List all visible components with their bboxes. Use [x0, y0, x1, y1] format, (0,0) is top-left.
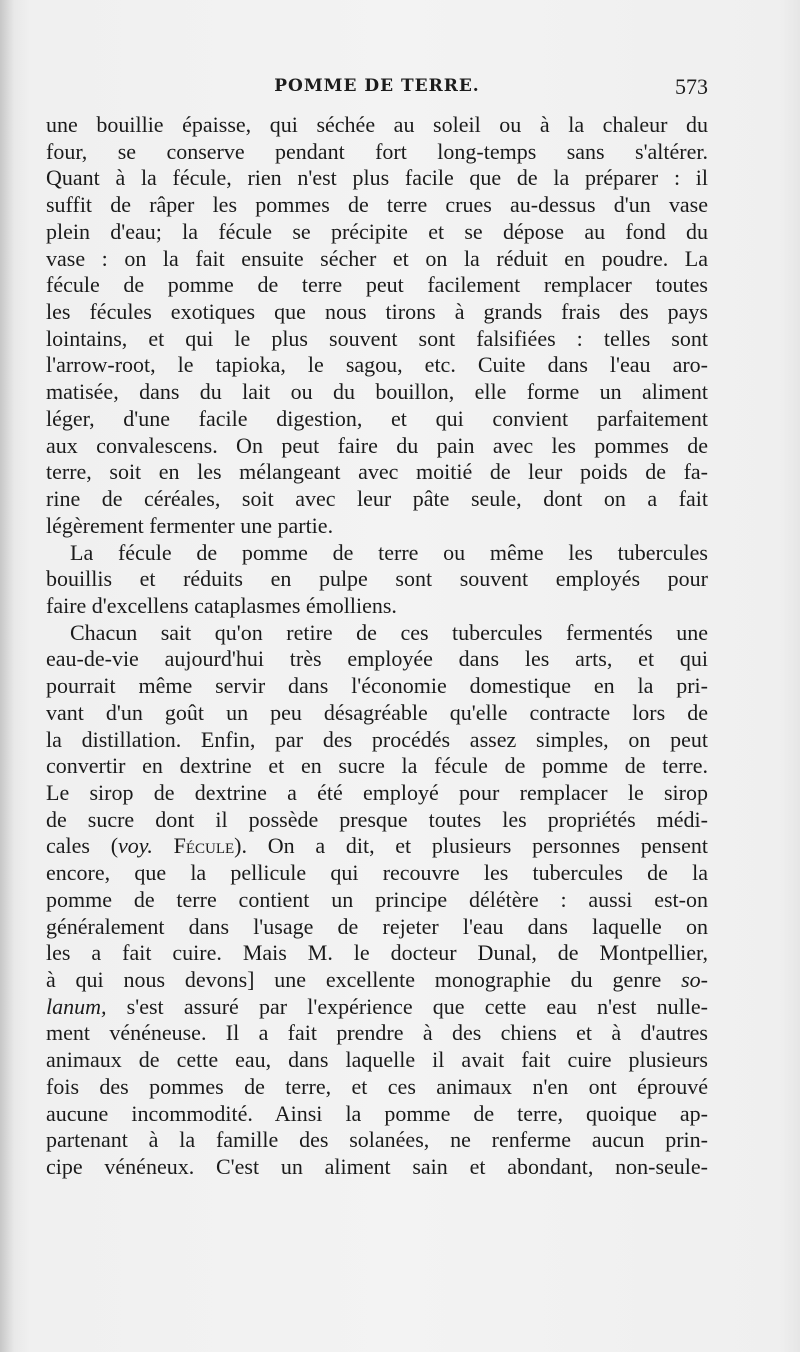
page-header	[46, 76, 708, 104]
text-line: aucune incommodité. Ainsi la pomme de terre, quoique ap-	[46, 1100, 708, 1126]
text-line: de sucre dont il possède presque toutes les propriétés médi-	[46, 806, 708, 832]
text-line: fois des pommes de terre, et ces animaux n'en ont éprouvé	[46, 1073, 708, 1099]
text-fragment: s'est assuré par l'expérience que cette eau n'est nulle-	[106, 993, 708, 1019]
text-line: les a fait cuire. Mais M. le docteur Dunal, de Montpellier,	[46, 940, 708, 966]
text-line: la distillation. Enfin, par des procédés assez simples, on peut	[46, 726, 708, 752]
text-line: animaux de cette eau, dans laquelle il avait fait cuire plusieurs	[46, 1047, 708, 1073]
text-line: généralement dans l'usage de rejeter l'eau dans laquelle on	[46, 913, 708, 939]
text-line: suffit de râper les pommes de terre crues au-dessus d'un vase	[46, 192, 708, 218]
text-line: les fécules exotiques que nous tirons à grands frais des pays	[46, 299, 708, 325]
running-head: POMME DE TERRE.	[274, 76, 480, 96]
text-line-with-italic	[46, 967, 708, 994]
text-line: rine de céréales, soit avec leur pâte seule, dont on a fait	[46, 486, 708, 512]
text-line: pourrait même servir dans l'économie domestique en la pri-	[46, 673, 708, 699]
text-fragment: cales (	[46, 833, 119, 859]
text-line: matisée, dans du lait ou du bouillon, elle forme un aliment	[46, 379, 708, 405]
text-line: faire d'excellens cataplasmes émolliens.	[46, 592, 397, 618]
body-text	[46, 112, 708, 1181]
text-line: Le sirop de dextrine a été employé pour remplacer le sirop	[46, 779, 708, 805]
text-line: bouillis et réduits en pulpe sont souvent employés pour	[46, 566, 708, 592]
text-line: léger, d'une facile digestion, et qui convient parfaitement	[46, 405, 708, 431]
text-line: convertir en dextrine et en sucre la fécule de pomme de terre.	[46, 753, 708, 779]
text-line: eau-de-vie aujourd'hui très employée dans les arts, et qui	[46, 646, 708, 672]
paragraph-first-line: La fécule de pomme de terre ou même les tubercules	[70, 539, 708, 565]
text-line: lointains, et qui le plus souvent sont falsifiées : telles sont	[46, 325, 708, 351]
text-line: partenant à la famille des solanées, ne renferme aucun prin-	[46, 1127, 708, 1153]
cross-reference: Fécule	[173, 833, 235, 859]
text-fragment: à qui nous devons] une excellente monographie du genre	[46, 967, 682, 992]
text-line: aux convalescens. On peut faire du pain avec les pommes de	[46, 432, 708, 458]
text-fragment: ). On a dit, et plusieurs personnes pensent	[234, 833, 708, 859]
text-line: plein d'eau; la fécule se précipite et se dépose au fond du	[46, 218, 708, 244]
text-line: vant d'un goût un peu désagréable qu'elle contracte lors de	[46, 699, 708, 725]
italic-genus: lanum,	[46, 993, 107, 1019]
paragraph-first-line: Chacun sait qu'on retire de ces tubercules fermentés une	[70, 619, 708, 645]
text-line: four, se conserve pendant fort long-temps sans s'altérer.	[46, 138, 708, 164]
text-line: fécule de pomme de terre peut facilement remplacer toutes	[46, 272, 708, 298]
text-line-with-italic	[46, 994, 708, 1021]
italic-genus: so-	[681, 967, 708, 992]
text-line: ment vénéneuse. Il a fait prendre à des chiens et à d'autres	[46, 1020, 708, 1046]
text-line: Quant à la fécule, rien n'est plus facile que de la préparer : il	[46, 165, 708, 191]
text-line: pomme de terre contient un principe délétère : aussi est-on	[46, 886, 708, 912]
text-line: encore, que la pellicule qui recouvre les tubercules de la	[46, 860, 708, 886]
spine-shadow	[0, 0, 14, 1352]
text-line: une bouillie épaisse, qui séchée au soleil ou à la chaleur du	[46, 112, 708, 137]
text-line: terre, soit en les mélangeant avec moitié de leur poids de fa-	[46, 459, 708, 485]
text-line: l'arrow-root, le tapioka, le sagou, etc. Cuite dans l'eau aro-	[46, 352, 708, 378]
italic-abbreviation: voy.	[118, 833, 153, 859]
text-line: légèrement fermenter une partie.	[46, 512, 334, 538]
text-line: vase : on la fait ensuite sécher et on la réduit en poudre. La	[46, 245, 708, 271]
text-line-with-reference	[46, 833, 708, 860]
text-line: cipe vénéneux. C'est un aliment sain et abondant, non-seule-	[46, 1154, 708, 1180]
page-number: 573	[675, 74, 708, 99]
